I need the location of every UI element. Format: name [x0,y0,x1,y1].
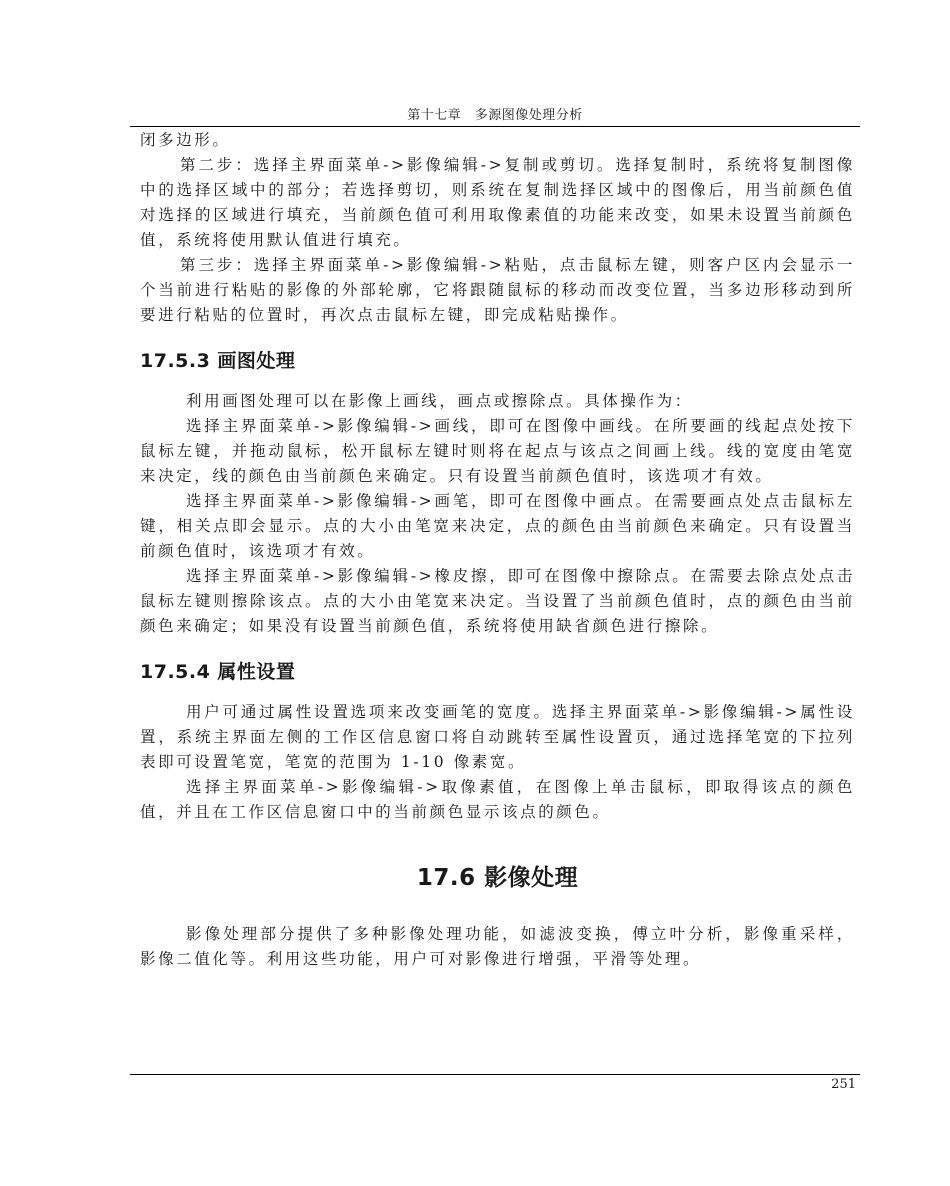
paragraph-property-settings: 用户可通过属性设置选项来改变画笔的宽度。选择主界面菜单->影像编辑->属性设置，系统主界面左侧的工作区信息窗口将自动跳转至属性设置页，通过选择笔宽的下拉列表即可设置笔宽，笔宽的范围为 1-10 像素宽。 [140,703,855,771]
paragraph-draw-line: 选择主界面菜单->影像编辑->画线，即可在图像中画线。在所要画的线起点处按下鼠标左键，并拖动鼠标，松开鼠标左键时则将在起点与该点之间画上线。线的宽度由笔宽来决定，线的颜色由当前颜色来确定。只有设置当前颜色值时，该选项才有效。 [140,417,855,485]
paragraph-pick-pixel: 选择主界面菜单->影像编辑->取像素值，在图像上单击鼠标，即取得该点的颜色值，并且在工作区信息窗口中的当前颜色显示该点的颜色。 [140,778,855,821]
page-number: 251 [831,1077,856,1092]
running-header: 第十七章 多源图像处理分析 [407,108,583,123]
chapter-section-heading-17-6: 17.6 影像处理 [416,865,579,891]
header-rule [130,126,860,127]
paragraph-image-processing: 影像处理部分提供了多种影像处理功能，如滤波变换，傅立叶分析，影像重采样，影像二值化等。利用这些功能，用户可对影像进行增强，平滑等处理。 [140,925,855,968]
paragraph-step-two: 第二步：选择主界面菜单->影像编辑->复制或剪切。选择复制时，系统将复制图像中的选择区域中的部分；若选择剪切，则系统在复制选择区域中的图像后，用当前颜色值对选择的区域进行填充，当前颜色值可利用取像素值的功能来改变，如果未设置当前颜色值，系统将使用默认值进行填充。 [140,156,855,249]
paragraph-drawing-intro: 利用画图处理可以在影像上画线，画点或擦除点。具体操作为： [186,392,693,410]
paragraph-closing-polygon: 闭多边形。 [140,131,231,149]
paragraph-step-three: 第三步：选择主界面菜单->影像编辑->粘贴，点击鼠标左键，则客户区内会显示一个当前进行粘贴的影像的外部轮廓，它将跟随鼠标的移动而改变位置，当多边形移动到所要进行粘贴的位置时，再次点击鼠标左键，即完成粘贴操作。 [140,256,855,324]
paragraph-draw-point: 选择主界面菜单->影像编辑->画笔，即可在图像中画点。在需要画点处点击鼠标左键，相关点即会显示。点的大小由笔宽来决定，点的颜色由当前颜色来确定。只有设置当前颜色值时，该选项才有效。 [140,492,855,560]
page-body [140,128,855,972]
paragraph-eraser: 选择主界面菜单->影像编辑->橡皮擦，即可在图像中擦除点。在需要去除点处点击鼠标左键则擦除该点。点的大小由笔宽来决定。当设置了当前颜色值时，点的颜色由当前颜色来确定；如果没有设置当前颜色值，系统将使用缺省颜色进行擦除。 [140,567,855,635]
section-heading-17-5-4: 17.5.4 属性设置 [140,661,296,683]
footer-rule [130,1074,860,1075]
section-heading-17-5-3: 17.5.3 画图处理 [140,350,296,372]
